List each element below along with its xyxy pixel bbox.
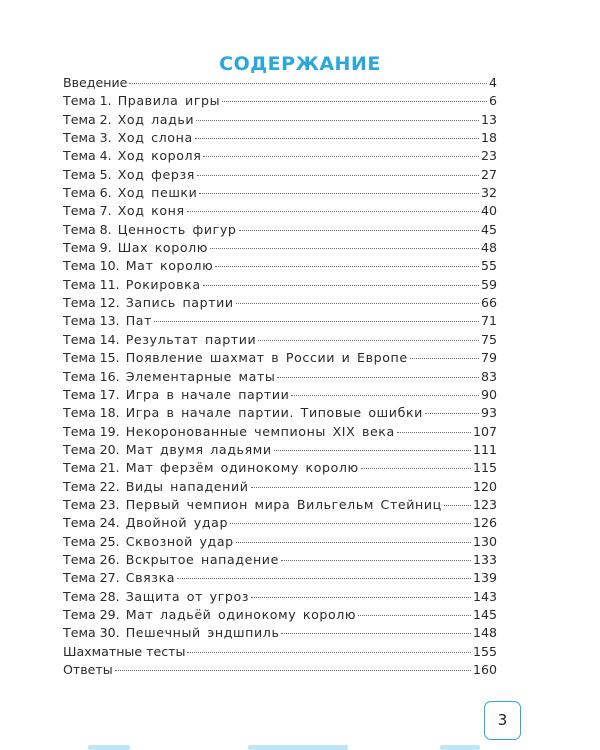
dot-leader: [281, 633, 470, 634]
page-number: 3: [484, 701, 521, 740]
dot-leader: [222, 101, 487, 102]
toc-entry-label: Тема 1.: [63, 93, 112, 109]
table-of-contents: [63, 74, 497, 679]
toc-entry: [63, 74, 497, 92]
toc-entry: [63, 129, 497, 147]
toc-entry-page: 18: [480, 130, 497, 146]
toc-entry: [63, 606, 497, 624]
toc-entry-page: 55: [480, 258, 497, 274]
dot-leader: [251, 597, 471, 598]
toc-entry-label: Тема 14.: [63, 331, 120, 347]
toc-entry: [63, 496, 497, 514]
toc-entry-topic: Пешечный эндшпиль: [125, 625, 280, 641]
toc-entry: [63, 588, 497, 606]
dot-leader: [215, 266, 479, 267]
toc-entry-page: 155: [472, 643, 497, 659]
toc-entry-topic: Сквозной удар: [125, 533, 234, 549]
toc-entry-label: Тема 16.: [63, 368, 120, 384]
toc-entry-label: Тема 25.: [63, 533, 120, 549]
toc-entry-topic: Игра в начале партии. Типовые ошибки: [125, 405, 423, 421]
toc-entry-page: 126: [472, 515, 497, 531]
toc-entry-topic: Результат партии: [125, 331, 257, 347]
dot-leader: [361, 468, 471, 469]
toc-entry: [63, 551, 497, 569]
toc-entry-label: Тема 27.: [63, 570, 120, 586]
dot-leader: [203, 156, 479, 157]
dot-leader: [129, 83, 487, 84]
dot-leader: [281, 560, 471, 561]
toc-entry-topic: Мат ферзём одинокому королю: [125, 460, 359, 476]
toc-entry-page: 143: [472, 588, 497, 604]
toc-entry-label: Тема 6.: [63, 185, 112, 201]
toc-entry-topic: Пат: [125, 313, 153, 329]
toc-entry-label: Тема 4.: [63, 148, 112, 164]
toc-entry-label: Тема 8.: [63, 221, 112, 237]
toc-entry: [63, 643, 497, 661]
toc-entry: [63, 478, 497, 496]
toc-entry-label: Тема 19.: [63, 423, 120, 439]
dot-leader: [177, 578, 471, 579]
toc-entry: [63, 514, 497, 532]
toc-entry: [63, 92, 497, 110]
toc-entry-page: 75: [480, 331, 497, 347]
toc-entry-topic: Мат ладьёй одинокому королю: [125, 606, 357, 622]
toc-entry-page: 23: [480, 148, 497, 164]
dot-leader: [236, 303, 479, 304]
toc-entry-label: Тема 30.: [63, 625, 120, 641]
toc-entry: [63, 533, 497, 551]
dot-leader: [251, 487, 471, 488]
toc-entry-topic: Ход слона: [117, 130, 193, 146]
toc-entry-label: Тема 17.: [63, 386, 120, 402]
toc-entry-page: 45: [480, 221, 497, 237]
toc-entry-topic: Виды нападений: [125, 478, 249, 494]
toc-entry-label: Тема 11.: [63, 276, 120, 292]
toc-entry-page: 6: [488, 93, 497, 109]
toc-entry-topic: Защита от угроз: [125, 588, 250, 604]
toc-entry: [63, 257, 497, 275]
toc-entry-topic: Двойной удар: [125, 515, 229, 531]
toc-entry-topic: Первый чемпион мира Вильгельм Стейниц: [125, 496, 442, 512]
toc-entry-page: 79: [480, 350, 497, 366]
toc-entry: [63, 202, 497, 220]
dot-leader: [196, 120, 479, 121]
dot-leader: [425, 413, 479, 414]
toc-entry-page: 123: [472, 496, 497, 512]
toc-entry-page: 160: [472, 662, 497, 677]
toc-entry-topic: Появление шахмат в России и Европе: [125, 350, 408, 366]
toc-entry-page: 133: [472, 551, 497, 567]
toc-entry-topic: Ход ладьи: [117, 111, 195, 127]
toc-entry-topic: Некоронованные чемпионы XIX века: [125, 423, 395, 439]
toc-entry: [63, 166, 497, 184]
toc-entry-label: Тема 24.: [63, 515, 120, 531]
toc-entry: [63, 349, 497, 367]
toc-entry-page: 107: [472, 423, 497, 439]
toc-entry: [63, 459, 497, 477]
toc-entry-page: 27: [480, 166, 497, 182]
toc-entry-topic: Рокировка: [125, 276, 201, 292]
dot-leader: [187, 211, 479, 212]
toc-entry-topic: Ход пешки: [117, 185, 198, 201]
dot-leader: [291, 395, 479, 396]
toc-entry-label: Тема 22.: [63, 478, 120, 494]
dot-leader: [397, 432, 471, 433]
toc-entry-topic: Шах королю: [117, 240, 208, 256]
dot-leader: [187, 652, 471, 653]
toc-entry: [63, 147, 497, 165]
toc-entry-label: Тема 29.: [63, 606, 120, 622]
toc-entry-topic: Запись партии: [125, 295, 234, 311]
toc-entry: [63, 111, 497, 129]
toc-entry-page: 93: [480, 405, 497, 421]
toc-entry-label: Тема 7.: [63, 203, 112, 219]
toc-entry-page: 145: [472, 606, 497, 622]
toc-entry: [63, 331, 497, 349]
toc-entry-label: Тема 28.: [63, 588, 120, 604]
toc-entry-page: 148: [472, 625, 497, 641]
toc-entry-label: Шахматные тесты: [63, 643, 186, 659]
dot-leader: [258, 340, 479, 341]
toc-entry-page: 71: [480, 313, 497, 329]
toc-entry-topic: Ценность фигур: [117, 221, 237, 237]
toc-entry: [63, 239, 497, 257]
toc-entry-page: 4: [488, 75, 497, 90]
toc-entry: [63, 569, 497, 587]
toc-entry: [63, 368, 497, 386]
toc-entry: [63, 276, 497, 294]
toc-entry-label: Тема 21.: [63, 460, 120, 476]
dot-leader: [199, 193, 479, 194]
toc-entry: [63, 312, 497, 330]
dot-leader: [444, 505, 471, 506]
toc-entry-page: 120: [472, 478, 497, 494]
dot-leader: [197, 175, 479, 176]
dot-leader: [277, 377, 479, 378]
toc-entry-page: 90: [480, 386, 497, 402]
dot-leader: [236, 542, 471, 543]
toc-entry-label: Тема 2.: [63, 111, 112, 127]
dot-leader: [210, 248, 479, 249]
toc-entry-topic: Ход ферзя: [117, 166, 195, 182]
toc-entry-label: Введение: [63, 75, 128, 90]
toc-entry: [63, 423, 497, 441]
toc-entry-label: Ответы: [63, 662, 113, 677]
dot-leader: [195, 138, 479, 139]
toc-entry-page: 32: [480, 185, 497, 201]
dot-leader: [410, 358, 479, 359]
toc-entry-page: 111: [472, 441, 497, 457]
toc-entry-label: Тема 10.: [63, 258, 120, 274]
toc-entry-label: Тема 18.: [63, 405, 120, 421]
toc-entry-topic: Связка: [125, 570, 176, 586]
toc-entry: [63, 441, 497, 459]
toc-entry-topic: Мат двумя ладьями: [125, 441, 272, 457]
toc-entry-label: Тема 12.: [63, 295, 120, 311]
toc-entry: [63, 221, 497, 239]
toc-entry-topic: Игра в начале партии: [125, 386, 290, 402]
toc-entry: [63, 661, 497, 679]
dot-leader: [115, 670, 471, 671]
dot-leader: [358, 615, 471, 616]
toc-entry-label: Тема 20.: [63, 441, 120, 457]
toc-entry-topic: Вскрытое нападение: [125, 551, 279, 567]
toc-entry-topic: Элементарные маты: [125, 368, 276, 384]
decorative-strip: [88, 745, 130, 750]
decorative-strip: [248, 745, 348, 750]
toc-entry: [63, 294, 497, 312]
toc-entry-label: Тема 9.: [63, 240, 112, 256]
toc-entry: [63, 624, 497, 642]
dot-leader: [239, 230, 479, 231]
dot-leader: [230, 523, 471, 524]
toc-entry-page: 66: [480, 295, 497, 311]
toc-entry-label: Тема 3.: [63, 130, 112, 146]
toc-entry-topic: Ход короля: [117, 148, 202, 164]
toc-entry-page: 48: [480, 240, 497, 256]
toc-entry: [63, 184, 497, 202]
dot-leader: [203, 285, 479, 286]
toc-entry-topic: Мат королю: [125, 258, 214, 274]
decorative-strip: [440, 745, 480, 750]
toc-entry-label: Тема 26.: [63, 551, 120, 567]
toc-entry-label: Тема 15.: [63, 350, 120, 366]
toc-entry-page: 59: [480, 276, 497, 292]
toc-entry-page: 83: [480, 368, 497, 384]
dot-leader: [154, 321, 479, 322]
dot-leader: [274, 450, 471, 451]
toc-entry-label: Тема 5.: [63, 166, 112, 182]
toc-entry-label: Тема 13.: [63, 313, 120, 329]
toc-entry-page: 40: [480, 203, 497, 219]
toc-entry-topic: Ход коня: [117, 203, 185, 219]
toc-entry-page: 13: [480, 111, 497, 127]
toc-entry-page: 115: [472, 460, 497, 476]
toc-entry-page: 130: [472, 533, 497, 549]
toc-entry: [63, 386, 497, 404]
toc-entry-label: Тема 23.: [63, 496, 120, 512]
page-title: СОДЕРЖАНИЕ: [219, 52, 381, 75]
toc-entry-topic: Правила игры: [117, 93, 221, 109]
toc-entry-page: 139: [472, 570, 497, 586]
toc-entry: [63, 404, 497, 422]
